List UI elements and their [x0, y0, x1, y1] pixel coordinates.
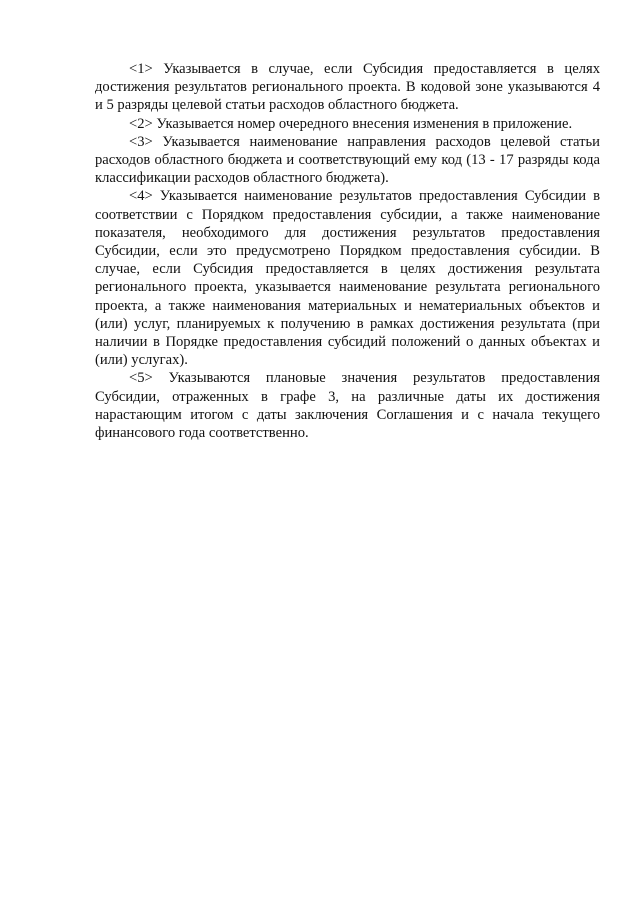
footnote-1: <1> Указывается в случае, если Субсидия предоставляется в целях достижения результатов регионального проекта. В кодовой зоне указываются 4 и 5 разряды целевой статьи расходов областного бюджета. [95, 61, 600, 114]
footnote-5: <5> Указываются плановые значения результатов предоставления Субсидии, отраженных в графе 3, на различные даты их достижения нарастающим итогом с даты заключения Соглашения и с начала текущего финансового года соответственно. [95, 370, 600, 442]
footnote-2: <2> Указывается номер очередного внесения изменения в приложение. [129, 115, 573, 132]
footnote-4: <4> Указывается наименование результатов предоставления Субсидии в соответствии с Порядком предоставления субсидии, а также наименование показателя, необходимого для достижения результатов предоставления Субсидии, если это предусмотрено Порядком предоставления субсидии. В случае, если Субсидия предоставляется в целях достижения результата регионального проекта, указывается наименование результата регионального проекта, а также наименования материальных и нематериальных объектов и (или) услуг, планируемых к получению в рамках достижения результата (при наличии в Порядке предоставления субсидий положений о данных объектах и (или) услугах). [95, 188, 600, 369]
footnotes-block [95, 60, 600, 442]
footnote-3: <3> Указывается наименование направления расходов целевой статьи расходов областного бюджета и соответствующий ему код (13 - 17 разряды кода классификации расходов областного бюджета). [95, 133, 600, 187]
